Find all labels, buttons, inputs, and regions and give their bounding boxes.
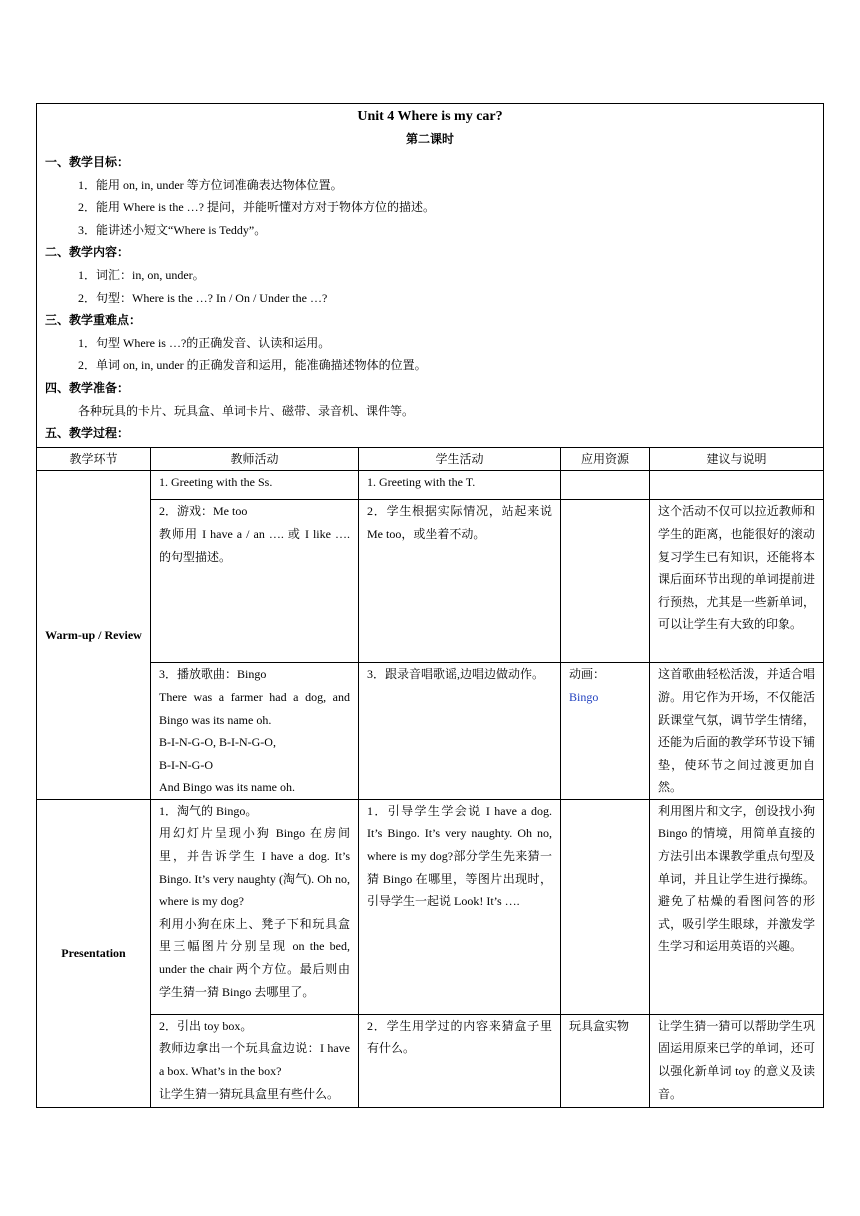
- cell-line: And Bingo was its name oh.: [159, 780, 295, 795]
- cell-line: B-I-N-G-O, B-I-N-G-O,: [159, 735, 276, 750]
- cell-line: B-I-N-G-O: [159, 757, 213, 772]
- teacher-activity: [151, 799, 359, 1014]
- cell-line: 2．引出 toy box。: [159, 1018, 253, 1033]
- stage-presentation: [37, 799, 151, 1107]
- document-subtitle: 第二课时: [406, 132, 455, 146]
- section-heading-content: 二、教学内容：: [45, 245, 130, 260]
- table-row: [37, 471, 824, 500]
- cell-text: 3．跟录音唱歌谣,边唱边做动作。: [367, 667, 545, 682]
- cell-text: 1. Greeting with the T.: [367, 475, 476, 490]
- cell-line: 用幻灯片呈现小狗 Bingo 在房间里，并告诉学生 I have a dog. It’s Bingo. It’s very naughty (淘气). Oh no, where is my dog?: [159, 826, 350, 909]
- cell-line: 2．游戏：Me too: [159, 504, 248, 519]
- column-header-teacher: 教师活动: [151, 447, 359, 471]
- column-header-student: 学生活动: [359, 447, 561, 471]
- teacher-activity: [151, 471, 359, 500]
- stage-warmup: [37, 471, 151, 800]
- cell-text: 利用图片和文字，创设找小狗 Bingo 的情境，用简单直接的方法引出本课教学重点句型及单词，并且让学生进行操练。避免了枯燥的看图问答的形式，吸引学生眼球，并激发学生学习和运用英语的兴趣。: [658, 803, 816, 954]
- note: [650, 500, 824, 663]
- section-heading-key-points: 三、教学重难点：: [45, 313, 142, 328]
- column-header-row: [37, 447, 824, 471]
- column-header-notes: 建议与说明: [650, 447, 824, 471]
- cell-text: 这首歌曲轻松活泼，并适合唱游。用它作为开场，不仅能活跃课堂气氛，调节学生情绪，还能为后面的教学环节设下铺垫，使环节之间过渡更加自然。: [658, 667, 816, 795]
- section-heading-preparation: 四、教学准备：: [45, 380, 130, 395]
- cell-line: 3．播放歌曲：Bingo: [159, 667, 267, 682]
- section-item: 2．单词 on, in, under 的正确发音和运用，能准确描述物体的位置。: [78, 358, 427, 373]
- section-item: 各种玩具的卡片、玩具盒、单词卡片、磁带、录音机、课件等。: [78, 403, 415, 418]
- resource: [561, 799, 650, 1014]
- teacher-activity: [151, 663, 359, 800]
- teacher-activity: [151, 500, 359, 663]
- student-activity: [359, 471, 561, 500]
- section-item: 1．句型 Where is …?的正确发音、认读和运用。: [78, 335, 331, 350]
- cell-line: 让学生猜一猜玩具盒里有些什么。: [159, 1086, 340, 1101]
- section-item: 3．能讲述小短文“Where is Teddy”。: [78, 222, 267, 237]
- cell-line: 利用小狗在床上、凳子下和玩具盒里三幅图片分别呈现 on the bed, under the chair 两个方位。最后则由学生猜一猜 Bingo 去哪里了。: [159, 916, 350, 999]
- section-item: 1．词汇：in, on, under。: [78, 267, 205, 282]
- resource: [561, 471, 650, 500]
- note: [650, 471, 824, 500]
- stage-label: Warm-up / Review: [45, 627, 142, 642]
- cell-text: 让学生猜一猜可以帮助学生巩固运用原来已学的单词，还可以强化新单词 toy 的意义及读音。: [658, 1018, 816, 1101]
- student-activity: [359, 663, 561, 800]
- table-row: [37, 799, 824, 1014]
- lesson-plan-table: [36, 103, 824, 1108]
- cell-text: 1. Greeting with the Ss.: [159, 475, 273, 490]
- bingo-animation-link[interactable]: Bingo: [569, 689, 599, 704]
- student-activity: [359, 1014, 561, 1107]
- cell-text: 这个活动不仅可以拉近教师和学生的距离，也能很好的滚动复习学生已有知识，还能将本课后面环节出现的单词提前进行预热，尤其是一些新单词，可以让学生有大致的印象。: [658, 504, 816, 632]
- document-title: Unit 4 Where is my car?: [357, 109, 503, 124]
- teacher-activity: [151, 1014, 359, 1107]
- resource-label: 动画：: [569, 667, 606, 682]
- table-row: [37, 500, 824, 663]
- note: [650, 799, 824, 1014]
- note: [650, 1014, 824, 1107]
- resource: [561, 663, 650, 800]
- section-heading-objectives: 一、教学目标：: [45, 155, 130, 169]
- table-row: [37, 1014, 824, 1107]
- cell-text: 玩具盒实物: [569, 1018, 630, 1033]
- cell-text: 2．学生用学过的内容来猜盒子里有什么。: [367, 1018, 552, 1056]
- section-item: 1．能用 on, in, under 等方位词准确表达物体位置。: [78, 177, 343, 192]
- column-header-stage: 教学环节: [37, 447, 151, 471]
- student-activity: [359, 500, 561, 663]
- cell-line: 教师用 I have a / an …. 或 I like …. 的句型描述。: [159, 526, 350, 564]
- plan-header: [37, 104, 824, 448]
- section-item: 2．句型：Where is the …? In / On / Under the …?: [78, 290, 328, 305]
- student-activity: [359, 799, 561, 1014]
- resource: [561, 500, 650, 663]
- section-heading-process: 五、教学过程：: [45, 426, 130, 441]
- section-item: 2．能用 Where is the …? 提问，并能听懂对方对于物体方位的描述。: [78, 200, 435, 215]
- column-header-resource: 应用资源: [561, 447, 650, 471]
- cell-text: 2．学生根据实际情况，站起来说 Me too，或坐着不动。: [367, 504, 552, 541]
- stage-label: Presentation: [61, 945, 126, 960]
- cell-text: 1．引导学生学会说 I have a dog. It’s Bingo. It’s very naughty. Oh no, where is my dog?部分学生先来猜一猜 Bingo 在哪里，等图片出现时，引导学生一起说 Look! It’s ….: [367, 803, 552, 909]
- resource: [561, 1014, 650, 1107]
- cell-line: 1．淘气的 Bingo。: [159, 803, 258, 818]
- note: [650, 663, 824, 800]
- cell-line: There was a farmer had a dog, and Bingo was its name oh.: [159, 689, 350, 727]
- table-row: [37, 663, 824, 800]
- cell-line: 教师边拿出一个玩具盒边说：I have a box. What’s in the box?: [159, 1041, 350, 1079]
- plan-header-row: [37, 104, 824, 448]
